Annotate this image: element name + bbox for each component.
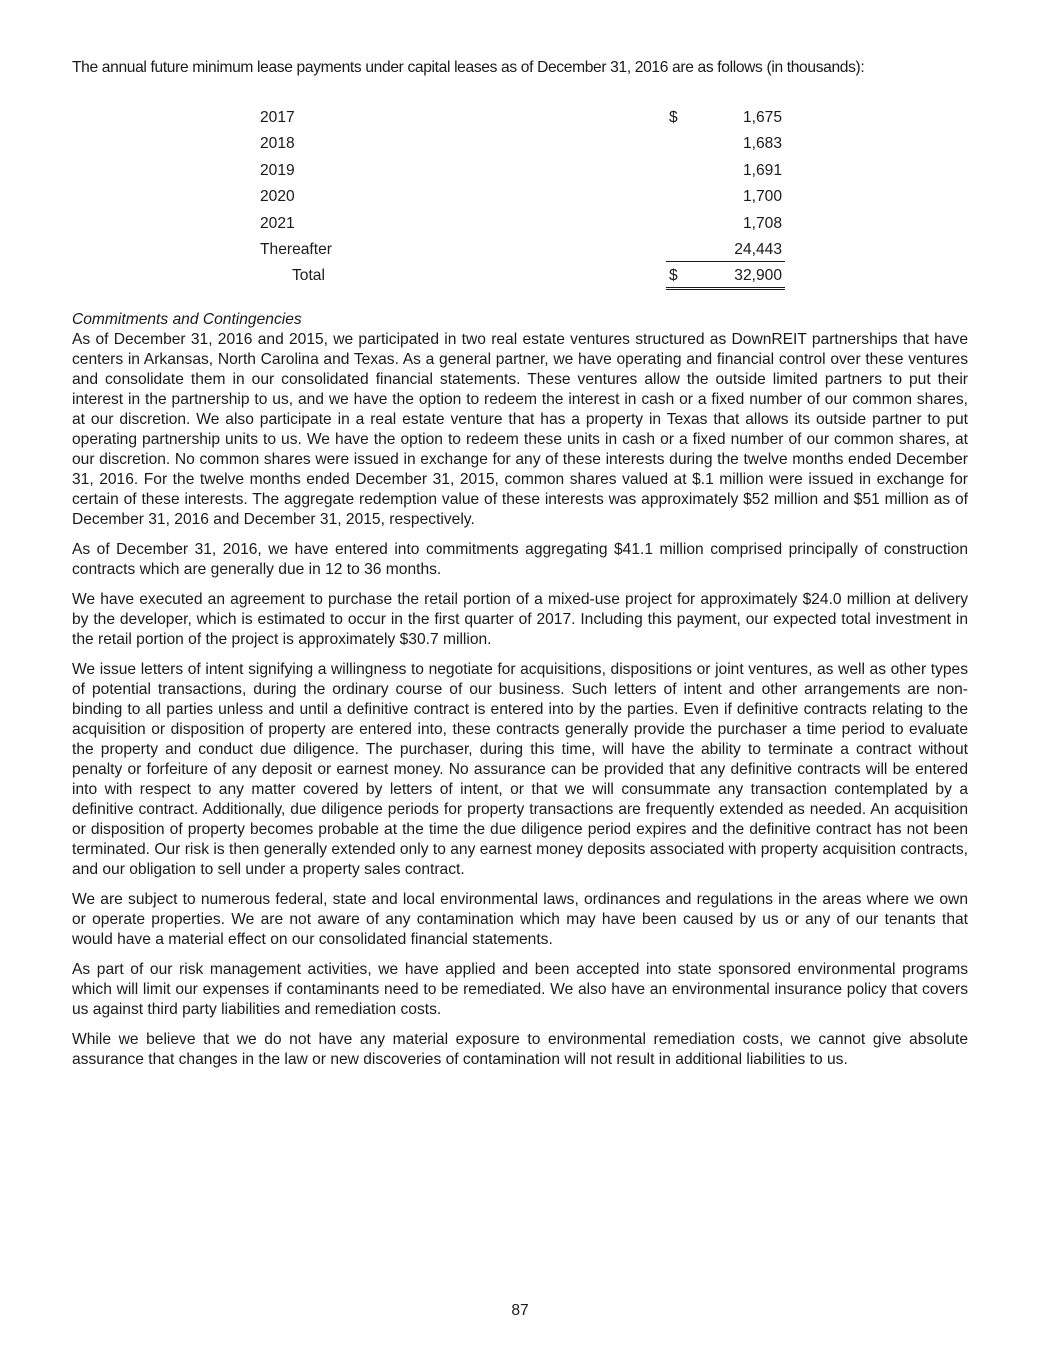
table-total-row	[260, 266, 782, 292]
amount-value: 1,700	[742, 188, 782, 206]
total-amount-value: 32,900	[734, 267, 782, 285]
table-row	[260, 187, 782, 213]
year-label: 2020	[260, 188, 295, 206]
year-label: 2018	[260, 135, 295, 153]
table-row	[260, 108, 782, 134]
paragraph: We are subject to numerous federal, state and local environmental laws, ordinances and regulations in the areas where we own or operate properties. We are not aware of any contamination which may have been caused by us or any of our tenants that would have a material effect on our consolidated financial statements.	[72, 891, 968, 948]
intro-text: The annual future minimum lease payments under capital leases as of December 31, 2016 are as follows (in thousands):	[72, 59, 865, 76]
paragraph: We issue letters of intent signifying a willingness to negotiate for acquisitions, dispositions or joint ventures, as well as other types of potential transactions, during the ordinary course of our business. Such letters of intent and other arrangements are non-binding to all parties unless and until a definitive contract is entered into by the parties. Even if definitive contracts relating to the acquisition or disposition of property are entered into, these contracts generally provide the purchaser a time period to evaluate the property and conduct due diligence. The purchaser, during this time, will have the ability to terminate a contract without penalty or forfeiture of any deposit or earnest money. No assurance can be provided that any definitive contracts will be entered into with respect to any matter covered by letters of intent, or that we will consummate any transaction contemplated by a definitive contract. Additionally, due diligence periods for property transactions are frequently extended as needed. An acquisition or disposition of property becomes probable at the time the due diligence period expires and the definitive contract has not been terminated. Our risk is then generally extended only to any earnest money deposits associated with property acquisition contracts, and our obligation to sell under a property sales contract.	[72, 661, 968, 878]
paragraph: As of December 31, 2016 and 2015, we participated in two real estate ventures structured as DownREIT partnerships that have centers in Arkansas, North Carolina and Texas. As a general partner, we have operating and financial control over these ventures and consolidate them in our consolidated financial statements. These ventures allow the outside limited partners to put their interest in the partnership to us, and we have the option to redeem the interest in cash or a fixed number of our common shares, at our discretion. We also participate in a real estate venture that has a property in Texas that allows its outside partner to put operating partnership units to us. We have the option to redeem these units in cash or a fixed number of our common shares, at our discretion. No common shares were issued in exchange for any of these interests during the twelve months ended December 31, 2016. For the twelve months ended December 31, 2015, common shares valued at $.1 million were issued in exchange for certain of these interests. The aggregate redemption value of these interests was approximately $52 million and $51 million as of December 31, 2016 and December 31, 2015, respectively.	[72, 331, 968, 528]
amount-value: 1,683	[742, 135, 782, 153]
paragraph: As of December 31, 2016, we have entered into commitments aggregating $41.1 million comprised principally of construction contracts which are generally due in 12 to 36 months.	[72, 541, 968, 578]
total-label: Total	[292, 267, 325, 285]
table-row	[260, 134, 782, 160]
year-label: 2021	[260, 214, 295, 232]
year-label: Thereafter	[260, 240, 332, 258]
table-row	[260, 240, 782, 266]
amount-value: 1,708	[742, 214, 782, 232]
lease-payments-table	[260, 108, 782, 293]
paragraph: While we believe that we do not have any material exposure to environmental remediation costs, we cannot give absolute assurance that changes in the law or new discoveries of contamination will not result in additional liabilities to us.	[72, 1031, 968, 1068]
year-label: 2019	[260, 161, 295, 179]
year-label: 2017	[260, 109, 295, 126]
amount-value: 24,443	[734, 240, 782, 258]
paragraph: As part of our risk management activities, we have applied and been accepted into state sponsored environmental programs which will limit our expenses if contaminants need to be remediated. We also have an environmental insurance policy that covers us against third party liabilities and remediation costs.	[72, 961, 968, 1018]
table-row	[260, 214, 782, 240]
document-page	[72, 58, 968, 1068]
table-row	[260, 161, 782, 187]
currency-symbol: $	[669, 109, 678, 126]
amount-value: 1,675	[742, 109, 782, 126]
paragraph: We have executed an agreement to purchase the retail portion of a mixed-use project for approximately $24.0 million at delivery by the developer, which is estimated to occur in the first quarter of 2017. Including this payment, our expected total investment in the retail portion of the project is approximately $30.7 million.	[72, 591, 968, 648]
amount-value: 1,691	[742, 161, 782, 179]
page-number: 87	[511, 1302, 529, 1319]
section-heading: Commitments and Contingencies	[72, 311, 302, 328]
commitments-section	[72, 310, 968, 1080]
currency-symbol: $	[669, 267, 678, 285]
